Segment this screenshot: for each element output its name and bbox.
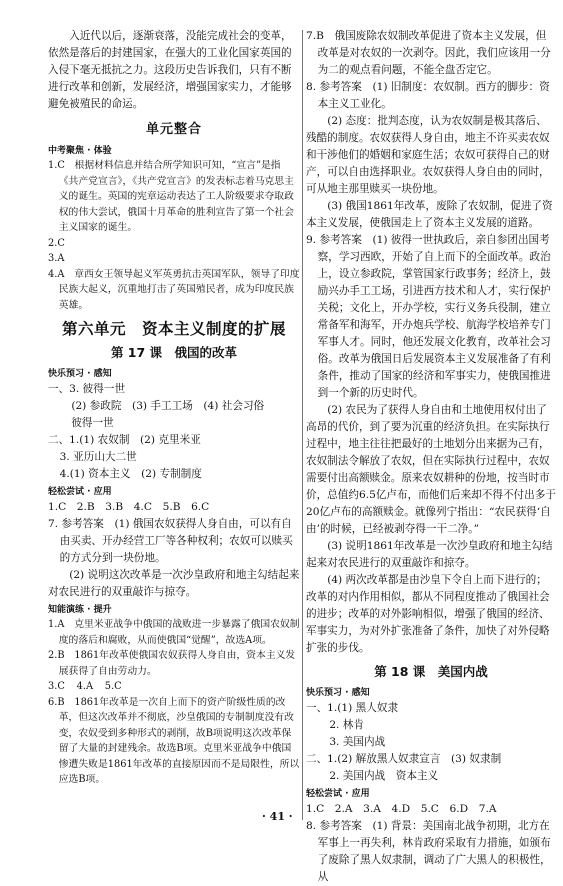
- r-item-9: 9. 参考答案 (1) 彼得一世执政后，亲自参团出国考察，学习西欧，开始了自上而下的全面改革。政治上，设立参政院，掌管国家行政事务；经济上，鼓励兴办手工工场，引进西方技术和人才，实行保护关税；文化上，开办学校，实行义务兵役制，建立常备军和海军，开办炮兵学校、航海学校培养专门军事人才。同时，他还发展文化教育，改革社会习俗。改革为俄国日后发展资本主义发展准备了有利条件，推动了国家的经济和军事实力，使俄国推进到一个新的历史时代。: [306, 234, 551, 399]
- zn-item-3: 3.C: [48, 681, 65, 692]
- zn-item-4: 4.A: [76, 681, 94, 692]
- r-section-label-qingsong: 轻松尝试 · 应用: [306, 789, 370, 799]
- zn-item-5: 5.C: [104, 681, 122, 692]
- zk-item-4: 4.A 章西女王领导起义军英勇抗击英国军队，领导了印度民族大起义，沉重地打击了英国殖民者，成为印度民族英雄。: [48, 268, 300, 311]
- intro-paragraph: 入近代以后，逐渐衰落，没能完成社会的变革，依然是落后的封建国家，在强大的工业化国家英国的入侵下毫无抵抗之力。这段历史告诉我们，只有不断进行改革和创新，发展经济，增强国家实力，才能够避免被殖民的命运。: [48, 30, 292, 110]
- section-label-zhineng: 知能演练 · 提升: [48, 605, 112, 615]
- right-column: [306, 28, 556, 886]
- kl-item-4: 二、1.(1) 农奴制 (2) 克里米亚: [48, 434, 201, 446]
- lesson-17-title: 第 17 课 俄国的改革: [110, 345, 238, 360]
- kl-item-6: 4.(1) 资本主义 (2) 专制制度: [59, 468, 202, 480]
- r-item-9-2: (2) 农民为了获得人身自由和土地使用权付出了高昂的代价，到了要为沉重的经济负担。在实际执行过程中，地主往往把最好的土地划分出来据为己有，农奴制法令解放了农奴，但在实际执行过程中，农奴需要付出高额赎金。原来农奴耕种的份地，按当时市价，总值约6.5亿卢布，而他们后来却不得不付出多于20亿卢布的高额赎金。就像列宁指出：“农民获得‘自由’的时候，已经被剥夺得一干二净。”: [306, 404, 556, 535]
- column-divider: [302, 30, 303, 820]
- qs-item-3: (2) 说明这次改革是一次沙皇政府和地主勾结起来对农民进行的双重敲诈与掠夺。: [48, 569, 300, 598]
- r-qs-item-2: 8. 参考答案 (1) 背景：美国南北战争初期，北方在军事上一再失利，林肯政府采取有力措施，如颁布了废除了黑人奴隶制，调动了广大黑人的积极性，从: [306, 820, 551, 883]
- r-item-9-4: (4) 两次改革都是由沙皇下令自上而下进行的；改革的对内作用相似，都从不同程度推动了俄国社会的进步；改革的对外影响相似，增强了俄国的经济、军事实力，为对外扩张准备了条件，加快了对外侵略扩张的步伐。: [306, 574, 550, 654]
- chapter-title: 第六单元 资本主义制度的扩展: [61, 320, 286, 338]
- r-qs-item-1: 1.C 2.A 3.A 4.D 5.C 6.D 7.A: [306, 803, 497, 815]
- zk-item-2: 2.C: [48, 237, 65, 249]
- r-kl-item-2: 2. 林肯: [329, 719, 364, 731]
- r-kl-item-4: 二、1.(2) 解放黑人奴隶宣言 (3) 奴隶制: [306, 753, 502, 765]
- r-kl-item-5: 2. 美国内战 资本主义: [329, 770, 439, 782]
- unit-summary-title: 单元整合: [145, 122, 202, 137]
- zk-item-1: 1.C 根据材料信息并结合所学知识可知，“宣言”是指《共产党宣言》，《共产党宣言》的发表标志着马克思主义的诞生。英国的宪章运动表达了工人阶级要求夺取政权的伟大尝试，俄国十月革命的胜利宣告了第一个社会主义国家的诞生。: [48, 160, 294, 233]
- r-kl-item-3: 3. 美国内战: [329, 736, 386, 748]
- r-item-8-3: (3) 俄国1861年改革，废除了农奴制，促进了资本主义发展，使俄国走上了资本主义发展的道路。: [306, 200, 553, 229]
- zn-item-1: 1.A 克里米亚战争中俄国的战败进一步暴露了俄国农奴制度的落后和腐败，从而使俄国“觉醒”，故选A项。: [48, 619, 300, 646]
- qs-item-2: 7. 参考答案 (1) 俄国农奴获得人身自由，可以有自由买卖、开办经营工厂等各种权利；农奴可以赎买的方式分到一块份地。: [48, 518, 293, 564]
- zn-item-2: 2.B 1861年改革使俄国农奴获得人身自由，资本主义发展获得了自由劳动力。: [48, 650, 296, 677]
- zk-item-3: 3.A: [48, 253, 65, 264]
- r-item-8-2: (2) 态度：批判态度，认为农奴制是极其落后、残酷的制度。农奴获得人身自由，地主不许买卖农奴和干涉他们的婚姻和家庭生活；农奴可获得自己的财产，可以自由选择职业。农奴获得人身自由的同时，可从地主那里赎买一块份地。: [306, 115, 550, 195]
- zn-short-items-row: [48, 679, 300, 695]
- r-item-7: 7.B 俄国废除农奴制改革促进了资本主义发展，但改革是对农奴的一次剥夺。因此，我们应该用一分为二的观点看问题，不能全盘否定它。: [306, 30, 551, 76]
- kl-item-5: 3. 亚历山大二世: [59, 451, 137, 463]
- section-label-qingsong: 轻松尝试 · 应用: [48, 487, 112, 497]
- section-label-zhongkao: 中考聚焦 · 体验: [48, 146, 112, 156]
- qs-item-1: 1.C 2.B 3.B 4.C 5.B 6.C: [48, 501, 210, 513]
- r-item-9-3: (3) 说明1861年改革是一次沙皇政府和地主勾结起来对农民进行的双重敲诈和掠夺。: [306, 540, 553, 569]
- r-section-label-kuaile: 快乐预习 · 感知: [306, 688, 370, 698]
- kl-item-1: 一、3. 彼得一世: [48, 383, 126, 395]
- r-item-8: 8. 参考答案 (1) 旧制度：农奴制。西方的脚步：资本主义工业化。: [306, 81, 550, 110]
- r-kl-item-1: 一、1.(1) 黑人奴隶: [306, 702, 399, 714]
- kl-item-2: (2) 参政院 (3) 手工工场 (4) 社会习俗: [71, 400, 265, 412]
- lesson-18-title: 第 18 课 美国内战: [374, 664, 488, 679]
- left-column: [48, 28, 300, 788]
- zn-item-6: 6.B 1861年改革是一次自上而下的资产阶级性质的改革，但这次改革并不彻底，沙皇俄国的专制制度没有改变，农奴受到多种形式的剥削，故B项说明这次改革保留了大量的封建残余。故选B项。克里米亚战争中俄国惨遭失败是1861年改革的直接原因而不是局限性，所以应选B项。: [48, 696, 300, 785]
- page-number: · 41 ·: [262, 810, 293, 823]
- section-label-kuaile: 快乐预习 · 感知: [48, 369, 112, 379]
- kl-item-3: 彼得一世: [71, 417, 114, 429]
